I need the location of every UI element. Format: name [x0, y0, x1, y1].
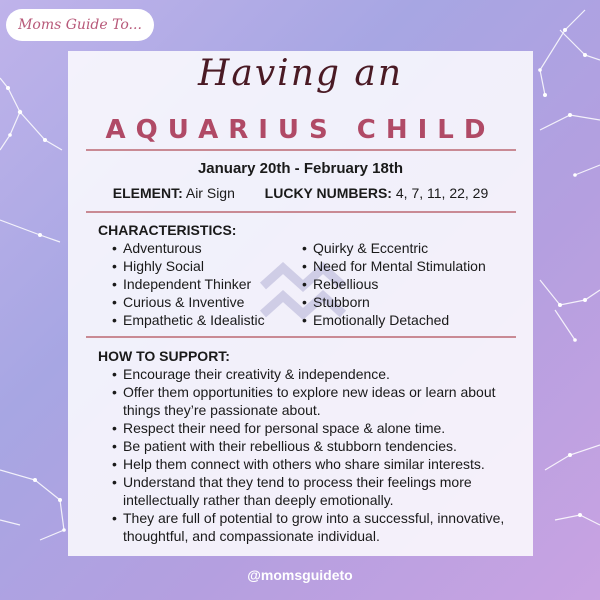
list-item: • Independent Thinker [112, 275, 265, 293]
divider [86, 336, 516, 338]
list-item: • Quirky & Eccentric [302, 239, 486, 257]
info-card [68, 51, 533, 556]
list-item: • They are full of potential to grow into a successful, innovative, thoughtful, and compassionate individual. [112, 509, 522, 545]
page-title: AQUARIUS CHILD [105, 115, 496, 145]
list-item: • Encourage their creativity & independence. [112, 365, 522, 383]
brand-label: Moms Guide To... [18, 17, 142, 33]
list-item: • Emotionally Detached [302, 311, 486, 329]
list-item: • Stubborn [302, 293, 486, 311]
list-item: • Need for Mental Stimulation [302, 257, 486, 275]
list-item: • Empathetic & Idealistic [112, 311, 265, 329]
list-item: • Offer them opportunities to explore new ideas or learn about things they’re passionate about. [112, 383, 522, 419]
support-heading: HOW TO SUPPORT: [98, 348, 230, 364]
list-item: • Curious & Inventive [112, 293, 265, 311]
list-item: • Respect their need for personal space & alone time. [112, 419, 522, 437]
list-item: • Understand that they tend to process their feelings more intellectually rather than deeply emotionally. [112, 473, 522, 509]
list-item: • Rebellious [302, 275, 486, 293]
characteristics-left-list [112, 239, 265, 329]
lucky-numbers-label: LUCKY NUMBERS: [264, 185, 392, 201]
social-handle: @momsguideto [247, 567, 353, 583]
element-value: Air Sign [185, 185, 235, 201]
list-item: • Help them connect with others who share similar interests. [112, 455, 522, 473]
divider [86, 149, 516, 151]
characteristics-right-list [302, 239, 486, 329]
list-item: • Highly Social [112, 257, 265, 275]
element-label: ELEMENT: [112, 185, 183, 201]
lucky-numbers-value: 4, 7, 11, 22, 29 [395, 185, 489, 201]
brand-badge [6, 9, 154, 41]
list-item: • Adventurous [112, 239, 265, 257]
divider [86, 211, 516, 213]
script-title: Having an [197, 53, 404, 94]
support-list [112, 365, 522, 545]
date-range: January 20th - February 18th [197, 160, 404, 177]
sign-info-line [68, 185, 533, 201]
characteristics-heading: CHARACTERISTICS: [98, 222, 237, 238]
list-item: • Be patient with their rebellious & stubborn tendencies. [112, 437, 522, 455]
